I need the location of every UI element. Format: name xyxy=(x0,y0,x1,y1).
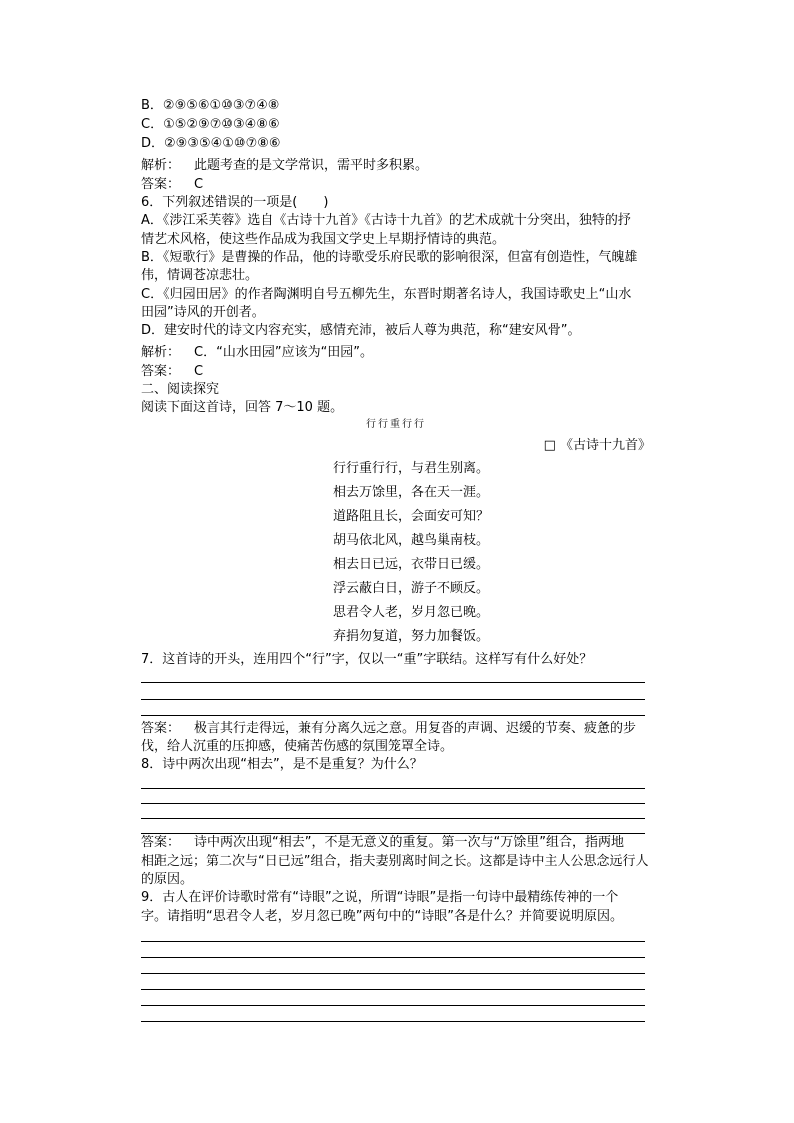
answer-line[interactable] xyxy=(141,803,645,804)
analysis-label: 解析： xyxy=(141,345,181,360)
q6-option-d: D．建安时代的诗文内容充实，感情充沛，被后人尊为典范，称“建安风骨”。 xyxy=(141,323,581,338)
analysis-label: 解析： xyxy=(141,158,181,173)
poem-line: 思君令人老，岁月忽已晚。 xyxy=(333,605,490,620)
poem-line: 浮云蔽白日，游子不顾反。 xyxy=(333,581,490,596)
answer-line[interactable] xyxy=(141,818,645,819)
poem-author: □ 《古诗十九首》 xyxy=(543,438,651,453)
answer-line[interactable] xyxy=(141,788,645,789)
poem-line: 胡马依北风，越鸟巢南枝。 xyxy=(333,533,490,548)
answer-line[interactable] xyxy=(141,682,645,683)
q6-option-b-line2: 伟，情调苍凉悲壮。 xyxy=(141,268,259,283)
q6-analysis xyxy=(141,343,651,362)
poem-line: 相去万馀里，各在天一涯。 xyxy=(333,485,490,500)
q8-stem: 8．诗中两次出现“相去”，是不是重复？为什么？ xyxy=(141,757,423,772)
answer-line[interactable] xyxy=(141,957,645,958)
q7-answer-line1 xyxy=(141,719,651,738)
q8-answer-line2: 相距之远；第二次与“日已远”组合，指夫妻别离时间之长。这都是诗中主人公思念远行人 xyxy=(141,854,649,869)
option-d: D．②⑨③⑤④①⑩⑦⑧⑥ xyxy=(141,136,281,151)
answer-label: 答案： xyxy=(141,721,181,736)
q8-answer-line3: 的原因。 xyxy=(141,872,194,887)
q5-answer xyxy=(141,175,651,194)
option-b: B．②⑨⑤⑥①⑩③⑦④⑧ xyxy=(141,98,280,113)
answer-text: C xyxy=(194,364,204,379)
answer-line[interactable] xyxy=(141,699,645,700)
q6-option-c-line1: C．《归园田居》的作者陶渊明自号五柳先生，东晋时期著名诗人，我国诗歌史上“山水 xyxy=(141,287,632,302)
poem-line: 行行重行行，与君生别离。 xyxy=(333,461,490,476)
answer-label: 答案： xyxy=(141,835,181,850)
answer-line[interactable] xyxy=(141,715,645,716)
poem-title: 行行重行行 xyxy=(366,419,426,430)
q6-answer xyxy=(141,362,651,381)
q8-answer-line1 xyxy=(141,833,651,852)
answer-label: 答案： xyxy=(141,364,181,379)
q6-option-c-line2: 田园”诗风的开创者。 xyxy=(141,305,265,320)
answer-line[interactable] xyxy=(141,1021,645,1022)
q7-stem: 7．这首诗的开头，连用四个“行”字，仅以一“重”字联结。这样写有什么好处？ xyxy=(141,652,593,667)
q9-stem-line2: 字。请指明“思君令人老，岁月忽已晚”两句中的“诗眼”各是什么？并简要说明原因。 xyxy=(141,909,623,924)
analysis-text: 此题考查的是文学常识，需平时多积累。 xyxy=(194,158,429,173)
q7-answer-line2: 伐，给人沉重的压抑感，使痛苦伤感的氛围笼罩全诗。 xyxy=(141,739,454,754)
answer-line[interactable] xyxy=(141,941,645,942)
poem-line: 相去日已远，衣带日已缓。 xyxy=(333,557,490,572)
answer-line[interactable] xyxy=(141,1005,645,1006)
q6-option-b-line1: B．《短歌行》是曹操的作品，他的诗歌受乐府民歌的影响很深，但富有创造性，气魄雄 xyxy=(141,250,638,265)
answer-label: 答案： xyxy=(141,177,181,192)
answer-text: 诗中两次出现“相去”，不是无意义的重复。第一次与“万馀里”组合，指两地 xyxy=(194,835,624,850)
option-c: C．①⑤②⑨⑦⑩③④⑧⑥ xyxy=(141,117,280,132)
answer-text: 极言其行走得远，兼有分离久远之意。用复沓的声调、迟缓的节奏、疲惫的步 xyxy=(194,721,637,736)
answer-line[interactable] xyxy=(141,989,645,990)
answer-line[interactable] xyxy=(141,973,645,974)
q5-analysis xyxy=(141,156,651,175)
poem-line: 弃捐勿复道，努力加餐饭。 xyxy=(333,629,490,644)
section-instruction: 阅读下面这首诗，回答 7～10 题。 xyxy=(141,400,344,415)
analysis-text: C．“山水田园”应该为“田园”。 xyxy=(194,345,374,360)
poem-line: 道路阻且长，会面安可知？ xyxy=(333,509,490,524)
q6-option-a-line1: A．《涉江采芙蓉》选自《古诗十九首》《古诗十九首》的艺术成就十分突出，独特的抒 xyxy=(141,213,631,228)
q9-stem-line1: 9．古人在评价诗歌时常有“诗眼”之说，所谓“诗眼”是指一句诗中最精练传神的一个 xyxy=(141,890,619,905)
q6-option-a-line2: 情艺术风格，使这些作品成为我国文学史上早期抒情诗的典范。 xyxy=(141,232,506,247)
section-heading: 二、阅读探究 xyxy=(141,382,220,397)
q6-stem: 6．下列叙述错误的一项是( ) xyxy=(141,195,329,210)
answer-text: C xyxy=(194,177,204,192)
